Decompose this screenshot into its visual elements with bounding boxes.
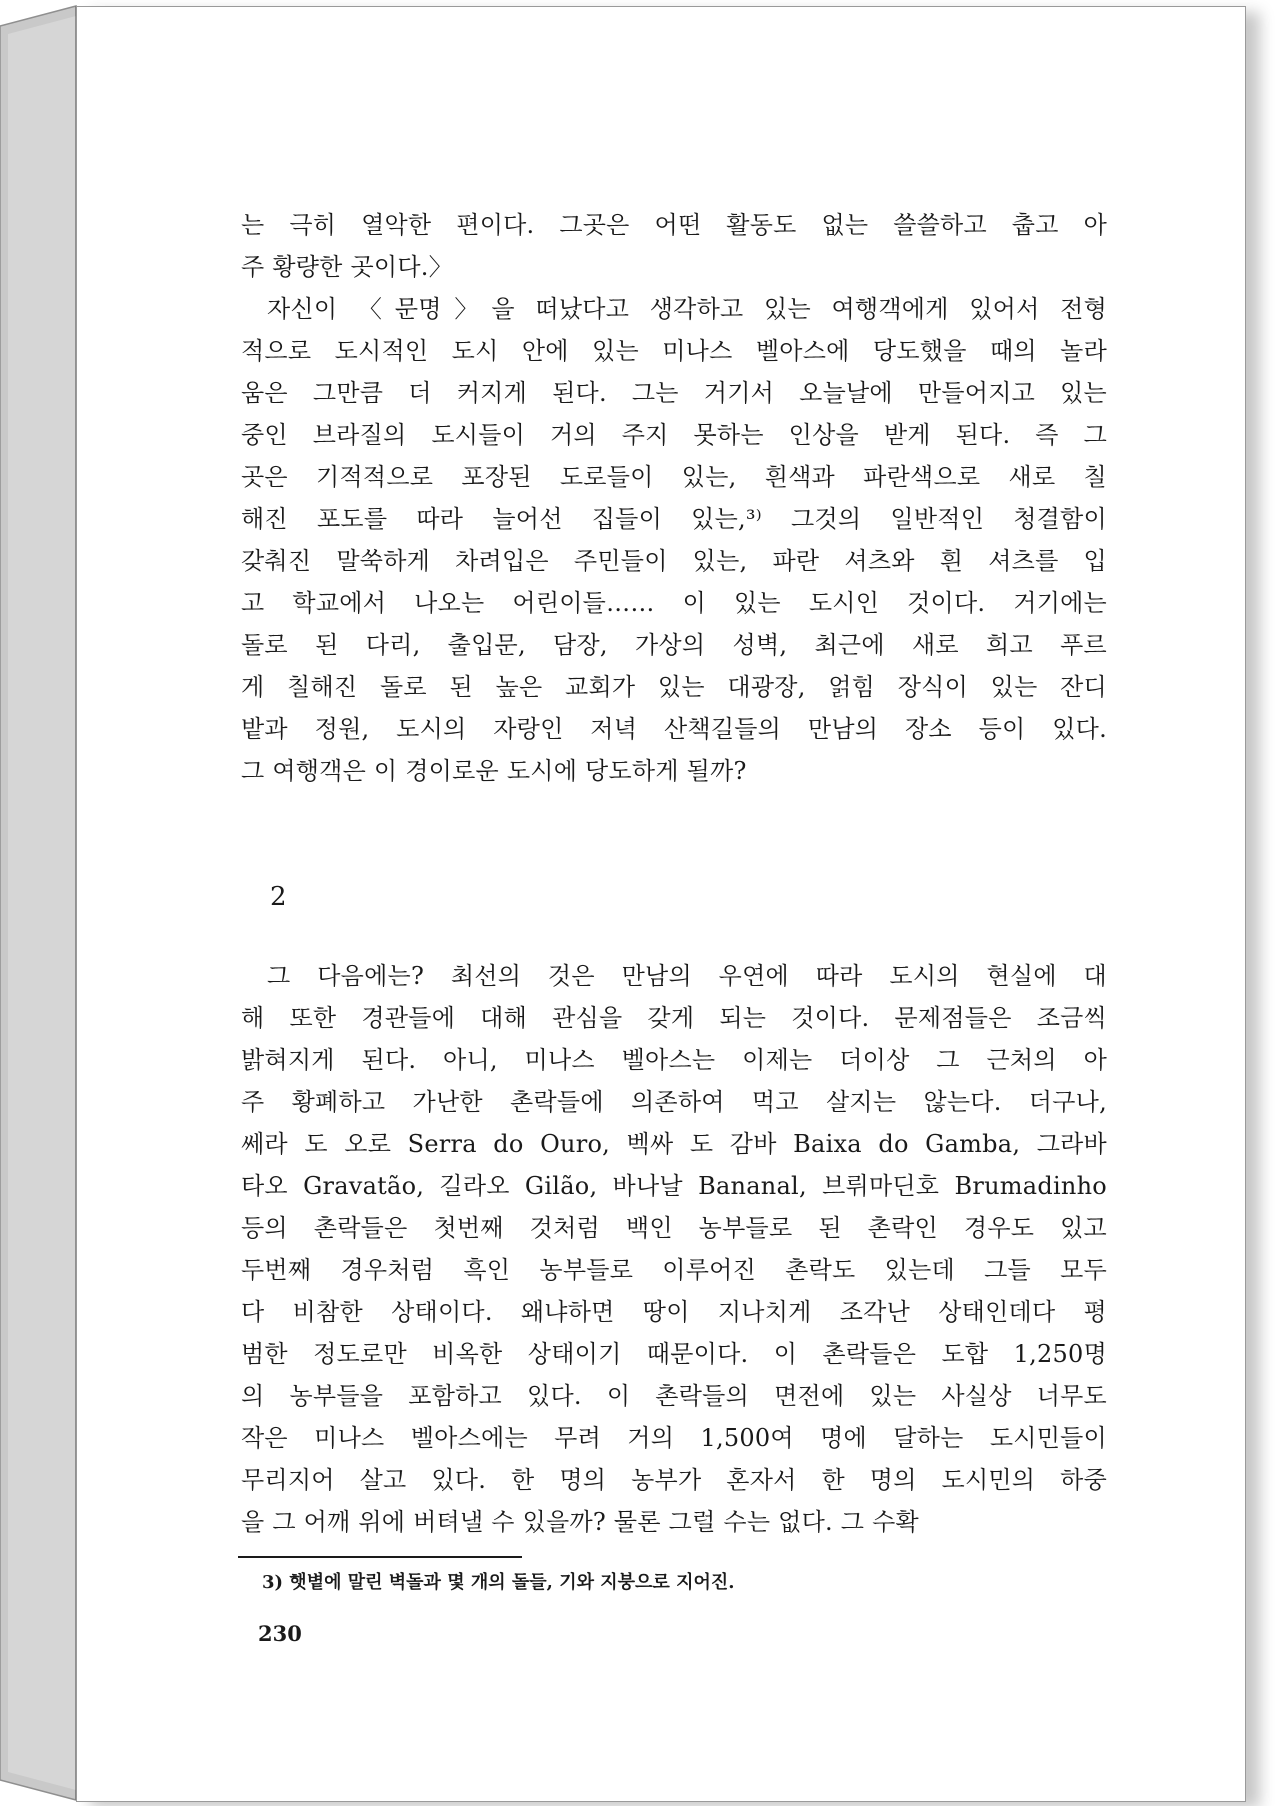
text-line: 적으로 도시적인 도시 안에 있는 미나스 벨아스에 당도했을 때의 놀라: [241, 337, 1107, 365]
text-line: 작은 미나스 벨아스에는 무려 거의 1,500여 명에 달하는 도시민들이: [241, 1424, 1107, 1452]
text-line: 고 학교에서 나오는 어린이들…… 이 있는 도시인 것이다. 거기에는: [241, 589, 1107, 617]
text-line: 쎄라 도 오로 Serra do Ouro, 벡싸 도 감바 Baixa do Gamba, 그라바: [241, 1130, 1107, 1158]
text-line: 의 농부들을 포함하고 있다. 이 촌락들의 면전에 있는 사실상 너무도: [241, 1382, 1107, 1410]
paragraph: [241, 955, 1107, 1543]
text-line: 밝혀지게 된다. 아니, 미나스 벨아스는 이제는 더이상 그 근처의 아: [241, 1046, 1107, 1074]
text-line: 곳은 기적적으로 포장된 도로들이 있는, 흰색과 파란색으로 새로 칠: [241, 463, 1107, 491]
text-line: 중인 브라질의 도시들이 거의 주지 못하는 인상을 받게 된다. 즉 그: [241, 421, 1107, 449]
text-line: 해진 포도를 따라 늘어선 집들이 있는,³⁾ 그것의 일반적인 청결함이: [241, 505, 1107, 533]
text-line: 움은 그만큼 더 커지게 된다. 그는 거기서 오늘날에 만들어지고 있는: [241, 379, 1107, 407]
body-text-bottom: [241, 955, 1107, 1543]
text-line: 자신이 〈문명〉을 떠났다고 생각하고 있는 여행객에게 있어서 전형: [267, 295, 1107, 323]
text-line: 그 여행객은 이 경이로운 도시에 당도하게 될까?: [241, 757, 747, 785]
text-line: 두번째 경우처럼 흑인 농부들로 이루어진 촌락도 있는데 그들 모두: [241, 1256, 1107, 1284]
body-text-top: [241, 204, 1107, 792]
text-line: 주 황량한 곳이다.〉: [241, 253, 453, 281]
page-number: 230: [258, 1621, 302, 1646]
text-line: 주 황폐하고 가난한 촌락들에 의존하여 먹고 살지는 않는다. 더구나,: [241, 1088, 1107, 1116]
text-line: 범한 정도로만 비옥한 상태이기 때문이다. 이 촌락들은 도합 1,250명: [241, 1340, 1107, 1368]
paragraph: [241, 288, 1107, 792]
text-line: 는 극히 열악한 편이다. 그곳은 어떤 활동도 없는 쓸쓸하고 춥고 아: [241, 211, 1107, 239]
text-line: 을 그 어깨 위에 버텨낼 수 있을까? 물론 그럴 수는 없다. 그 수확: [241, 1508, 919, 1536]
text-line: 그 다음에는? 최선의 것은 만남의 우연에 따라 도시의 현실에 대: [267, 962, 1107, 990]
text-line: 타오 Gravatão, 길라오 Gilão, 바나날 Bananal, 브뤼마딘호 Brumadinho: [241, 1172, 1107, 1200]
text-line: 돌로 된 다리, 출입문, 담장, 가상의 성벽, 최근에 새로 희고 푸르: [241, 631, 1107, 659]
paragraph: [241, 204, 1107, 288]
text-line: 등의 촌락들은 첫번째 것처럼 백인 농부들로 된 촌락인 경우도 있고: [241, 1214, 1107, 1242]
section-heading: 2: [270, 882, 287, 912]
text-line: 게 칠해진 돌로 된 높은 교회가 있는 대광장, 얽힘 장식이 있는 잔디: [241, 673, 1107, 701]
footnote: 3) 햇볕에 말린 벽돌과 몇 개의 돌들, 기와 지붕으로 지어진.: [262, 1572, 735, 1593]
text-line: 무리지어 살고 있다. 한 명의 농부가 혼자서 한 명의 도시민의 하중: [241, 1466, 1107, 1494]
text-line: 밭과 정원, 도시의 자랑인 저녁 산책길들의 만남의 장소 등이 있다.: [241, 715, 1107, 743]
text-line: 갖춰진 말쑥하게 차려입은 주민들이 있는, 파란 셔츠와 흰 셔츠를 입: [241, 547, 1107, 575]
text-line: 다 비참한 상태이다. 왜냐하면 땅이 지나치게 조각난 상태인데다 평: [241, 1298, 1107, 1326]
text-line: 해 또한 경관들에 대해 관심을 갖게 되는 것이다. 문제점들은 조금씩: [241, 1004, 1107, 1032]
footnote-divider: [238, 1556, 522, 1558]
